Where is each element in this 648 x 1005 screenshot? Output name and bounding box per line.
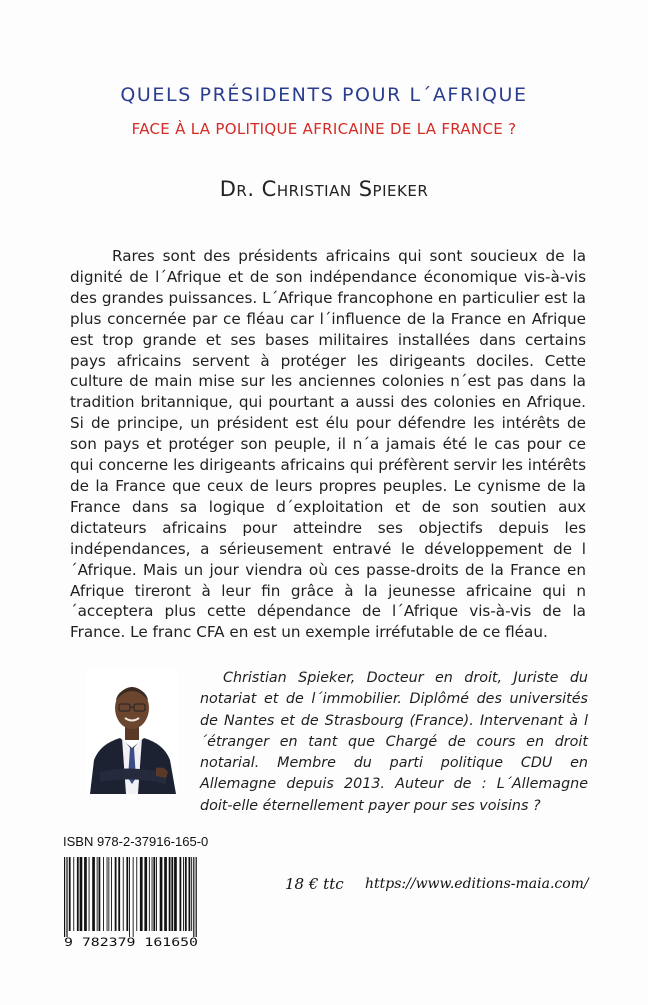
barcode-bar	[156, 857, 157, 931]
barcode-bar	[193, 857, 194, 937]
barcode-bar	[171, 857, 173, 931]
publisher-url: https://www.editions-maia.com/	[365, 876, 589, 892]
barcode-bar	[84, 857, 87, 931]
barcode-bar	[140, 857, 143, 931]
barcode-bar	[149, 857, 150, 931]
barcode-bar	[174, 857, 177, 931]
barcode-bar	[73, 857, 74, 931]
barcode-bar	[191, 857, 192, 931]
barcode-bar	[111, 857, 112, 931]
barcode-bar	[144, 857, 147, 931]
barcode-bar	[126, 857, 128, 931]
price-label: 18 € ttc	[285, 875, 344, 893]
author-portrait-icon	[86, 668, 178, 794]
book-title: QUELS PRÉSIDENTS POUR L´AFRIQUE	[120, 84, 528, 106]
barcode-bar	[66, 857, 67, 937]
barcode-bar	[80, 857, 83, 931]
barcode-bar	[108, 857, 109, 931]
barcode-bar	[123, 857, 124, 931]
barcode-bar	[92, 857, 95, 931]
barcode-bars	[64, 857, 197, 937]
barcode-bar	[152, 857, 153, 931]
barcode-bar	[69, 857, 71, 931]
barcode-bar	[97, 857, 98, 931]
blurb-paragraph: Rares sont des présidents africains qui sont soucieux de la dignité de l´Afrique et de son indépendance économique vis-à-vis des grandes puissances. L´Afrique francophone en particulier est la plus concernée par ce fléau car l´influence de la France en Afrique est trop grande et ses bases militaires installées dans certains pays africains servent à protéger les dirigeants dociles. Cette culture de main mise sur les anciennes colonies n´est pas dans la tradition britannique, qui pourtant a aussi des colonies en Afrique. Si de principe, un président est élu pour défendre les intérêts de son pays et protéger son peuple, il n´a jamais été le cas pour ce qui concerne les dirigeants africains qui préfèrent servir les intérêts de la France que ceux de leurs propres peuples. Le cynisme de la France dans sa logique d´exploitation et de son soutien aux dictateurs africains pour atteindre ses objectifs depuis les indépendances, a sérieusement entravé le développement de l´Afrique. Mais un jour viendra où ces passe-droits de la France en Afrique tireront à leur fin grâce à la jeunesse africaine qui n´acceptera plus cette dépendance de l´Afrique vis-à-vis de la France. Le franc CFA en est un exemple irréfutable de ce fléau.	[70, 247, 586, 642]
barcode-bar	[64, 857, 65, 937]
barcode-bar	[164, 857, 167, 931]
barcode-bar	[160, 857, 163, 931]
book-subtitle: FACE À LA POLITIQUE AFRICAINE DE LA FRANCE ?	[131, 120, 517, 138]
barcode-bar	[153, 857, 155, 931]
barcode-bar	[196, 857, 197, 937]
barcode-bar	[99, 857, 101, 931]
barcode-bar	[118, 857, 120, 931]
barcode-bar	[89, 857, 90, 931]
barcode-bar	[77, 857, 79, 931]
barcode-bar	[183, 857, 184, 931]
barcode-bar	[185, 857, 187, 931]
author-name-text: Dr. Christian Spieker	[219, 177, 429, 201]
barcode-bar	[169, 857, 171, 931]
barcode-bar	[136, 857, 137, 931]
author-name	[0, 177, 648, 201]
author-photo	[86, 668, 178, 794]
barcode-digits: 9 782379 161650	[64, 935, 199, 949]
barcode-bar	[180, 857, 182, 931]
barcode-bar	[103, 857, 104, 931]
barcode-bar	[107, 857, 108, 931]
barcode-bar	[133, 857, 134, 937]
barcode-bar	[129, 857, 130, 937]
ean13-barcode-icon	[61, 857, 201, 949]
author-bio: Christian Spieker, Docteur en droit, Juriste du notariat et de l´immobilier. Diplômé des universités de Nantes et de Strasbourg (France). Intervenant à l´étranger en tant que Chargé de cours en droit notarial. Membre du parti politique CDU en Allemagne depuis 2013. Auteur de : L´Allemagne doit-elle éternellement payer pour ses voisins ?	[200, 670, 588, 814]
barcode-bar	[115, 857, 117, 931]
barcode-bar	[189, 857, 191, 931]
isbn-label: ISBN 978-2-37916-165-0	[63, 834, 209, 849]
